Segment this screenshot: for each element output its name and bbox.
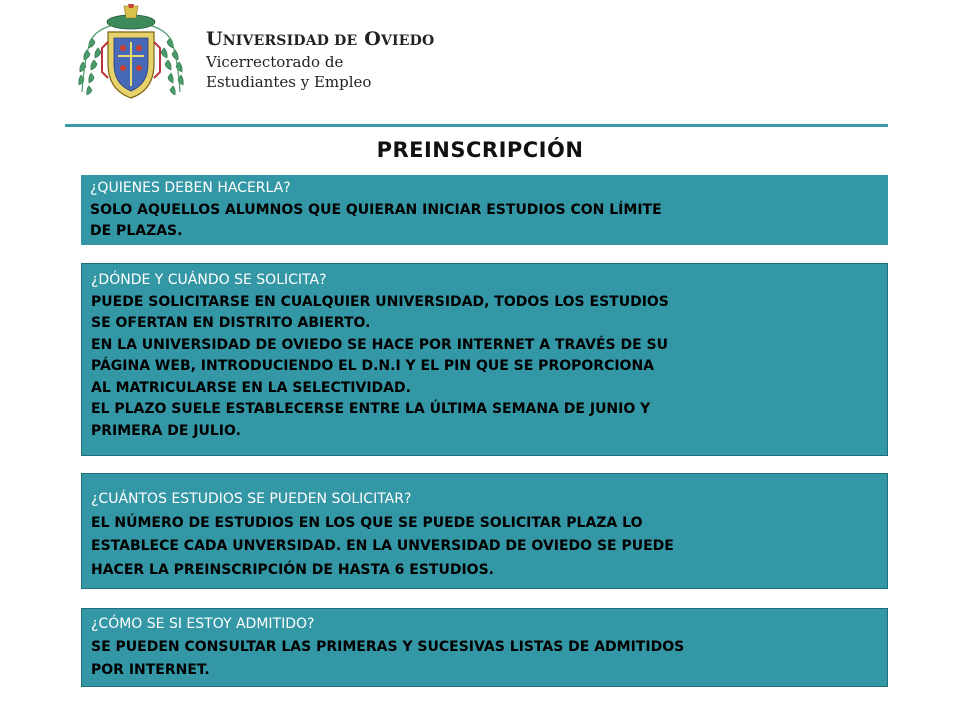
logo-estudiantes-empleo: Estudiantes y Empleo (206, 73, 372, 91)
section-answer-line: PRIMERA DE JULIO. (91, 422, 241, 439)
section-question: ¿CUÁNTOS ESTUDIOS SE PUEDEN SOLICITAR? (91, 491, 412, 507)
section-quienes (81, 175, 888, 245)
page-title: PREINSCRIPCIÓN (376, 138, 584, 162)
section-answer-line: PUEDE SOLICITARSE EN CUALQUIER UNIVERSIDAD, TODOS LOS ESTUDIOS (91, 293, 669, 310)
section-answer-line: EN LA UNIVERSIDAD DE OVIEDO SE HACE POR INTERNET A TRAVÉS DE SU (91, 336, 669, 353)
section-answer-line: EL PLAZO SUELE ESTABLECERSE ENTRE LA ÚLTIMA SEMANA DE JUNIO Y (91, 401, 651, 417)
section-answer-line: POR INTERNET. (91, 662, 210, 678)
section-cuantos (81, 473, 888, 589)
section-answer-line: SE PUEDEN CONSULTAR LAS PRIMERAS Y SUCESIVAS LISTAS DE ADMITIDOS (91, 639, 685, 655)
section-donde-cuando (81, 263, 888, 456)
section-answer-line: DE PLAZAS. (90, 223, 183, 239)
section-question: ¿CÓMO SE SI ESTOY ADMITIDO? (91, 616, 315, 632)
logo-university-name: UNIVERSIDAD DE OVIEDO (206, 28, 435, 50)
university-logo (78, 2, 435, 102)
section-answer-line: SE OFERTAN EN DISTRITO ABIERTO. (91, 315, 371, 331)
section-answer-line: AL MATRICULARSE EN LA SELECTIVIDAD. (91, 379, 411, 396)
university-name (206, 28, 434, 92)
university-crest-icon (78, 2, 184, 102)
section-question: ¿DÓNDE Y CUÁNDO SE SOLICITA? (91, 272, 327, 288)
logo-vicerrectorado: Vicerrectorado de (206, 53, 344, 71)
section-como-admitido (81, 608, 888, 687)
section-answer-line: SOLO AQUELLOS ALUMNOS QUE QUIERAN INICIAR ESTUDIOS CON LÍMITE (90, 201, 662, 218)
section-answer-line: EL NÚMERO DE ESTUDIOS EN LOS QUE SE PUEDE SOLICITAR PLAZA LO (91, 514, 643, 531)
section-answer-line: PÁGINA WEB, INTRODUCIENDO EL D.N.I Y EL PIN QUE SE PROPORCIONA (91, 358, 655, 374)
section-question: ¿QUIENES DEBEN HACERLA? (90, 180, 291, 196)
section-answer-line: HACER LA PREINSCRIPCIÓN DE HASTA 6 ESTUDIOS. (91, 561, 494, 578)
header-divider (65, 124, 888, 127)
section-answer-line: ESTABLECE CADA UNVERSIDAD. EN LA UNVERSIDAD DE OVIEDO SE PUEDE (91, 538, 674, 554)
